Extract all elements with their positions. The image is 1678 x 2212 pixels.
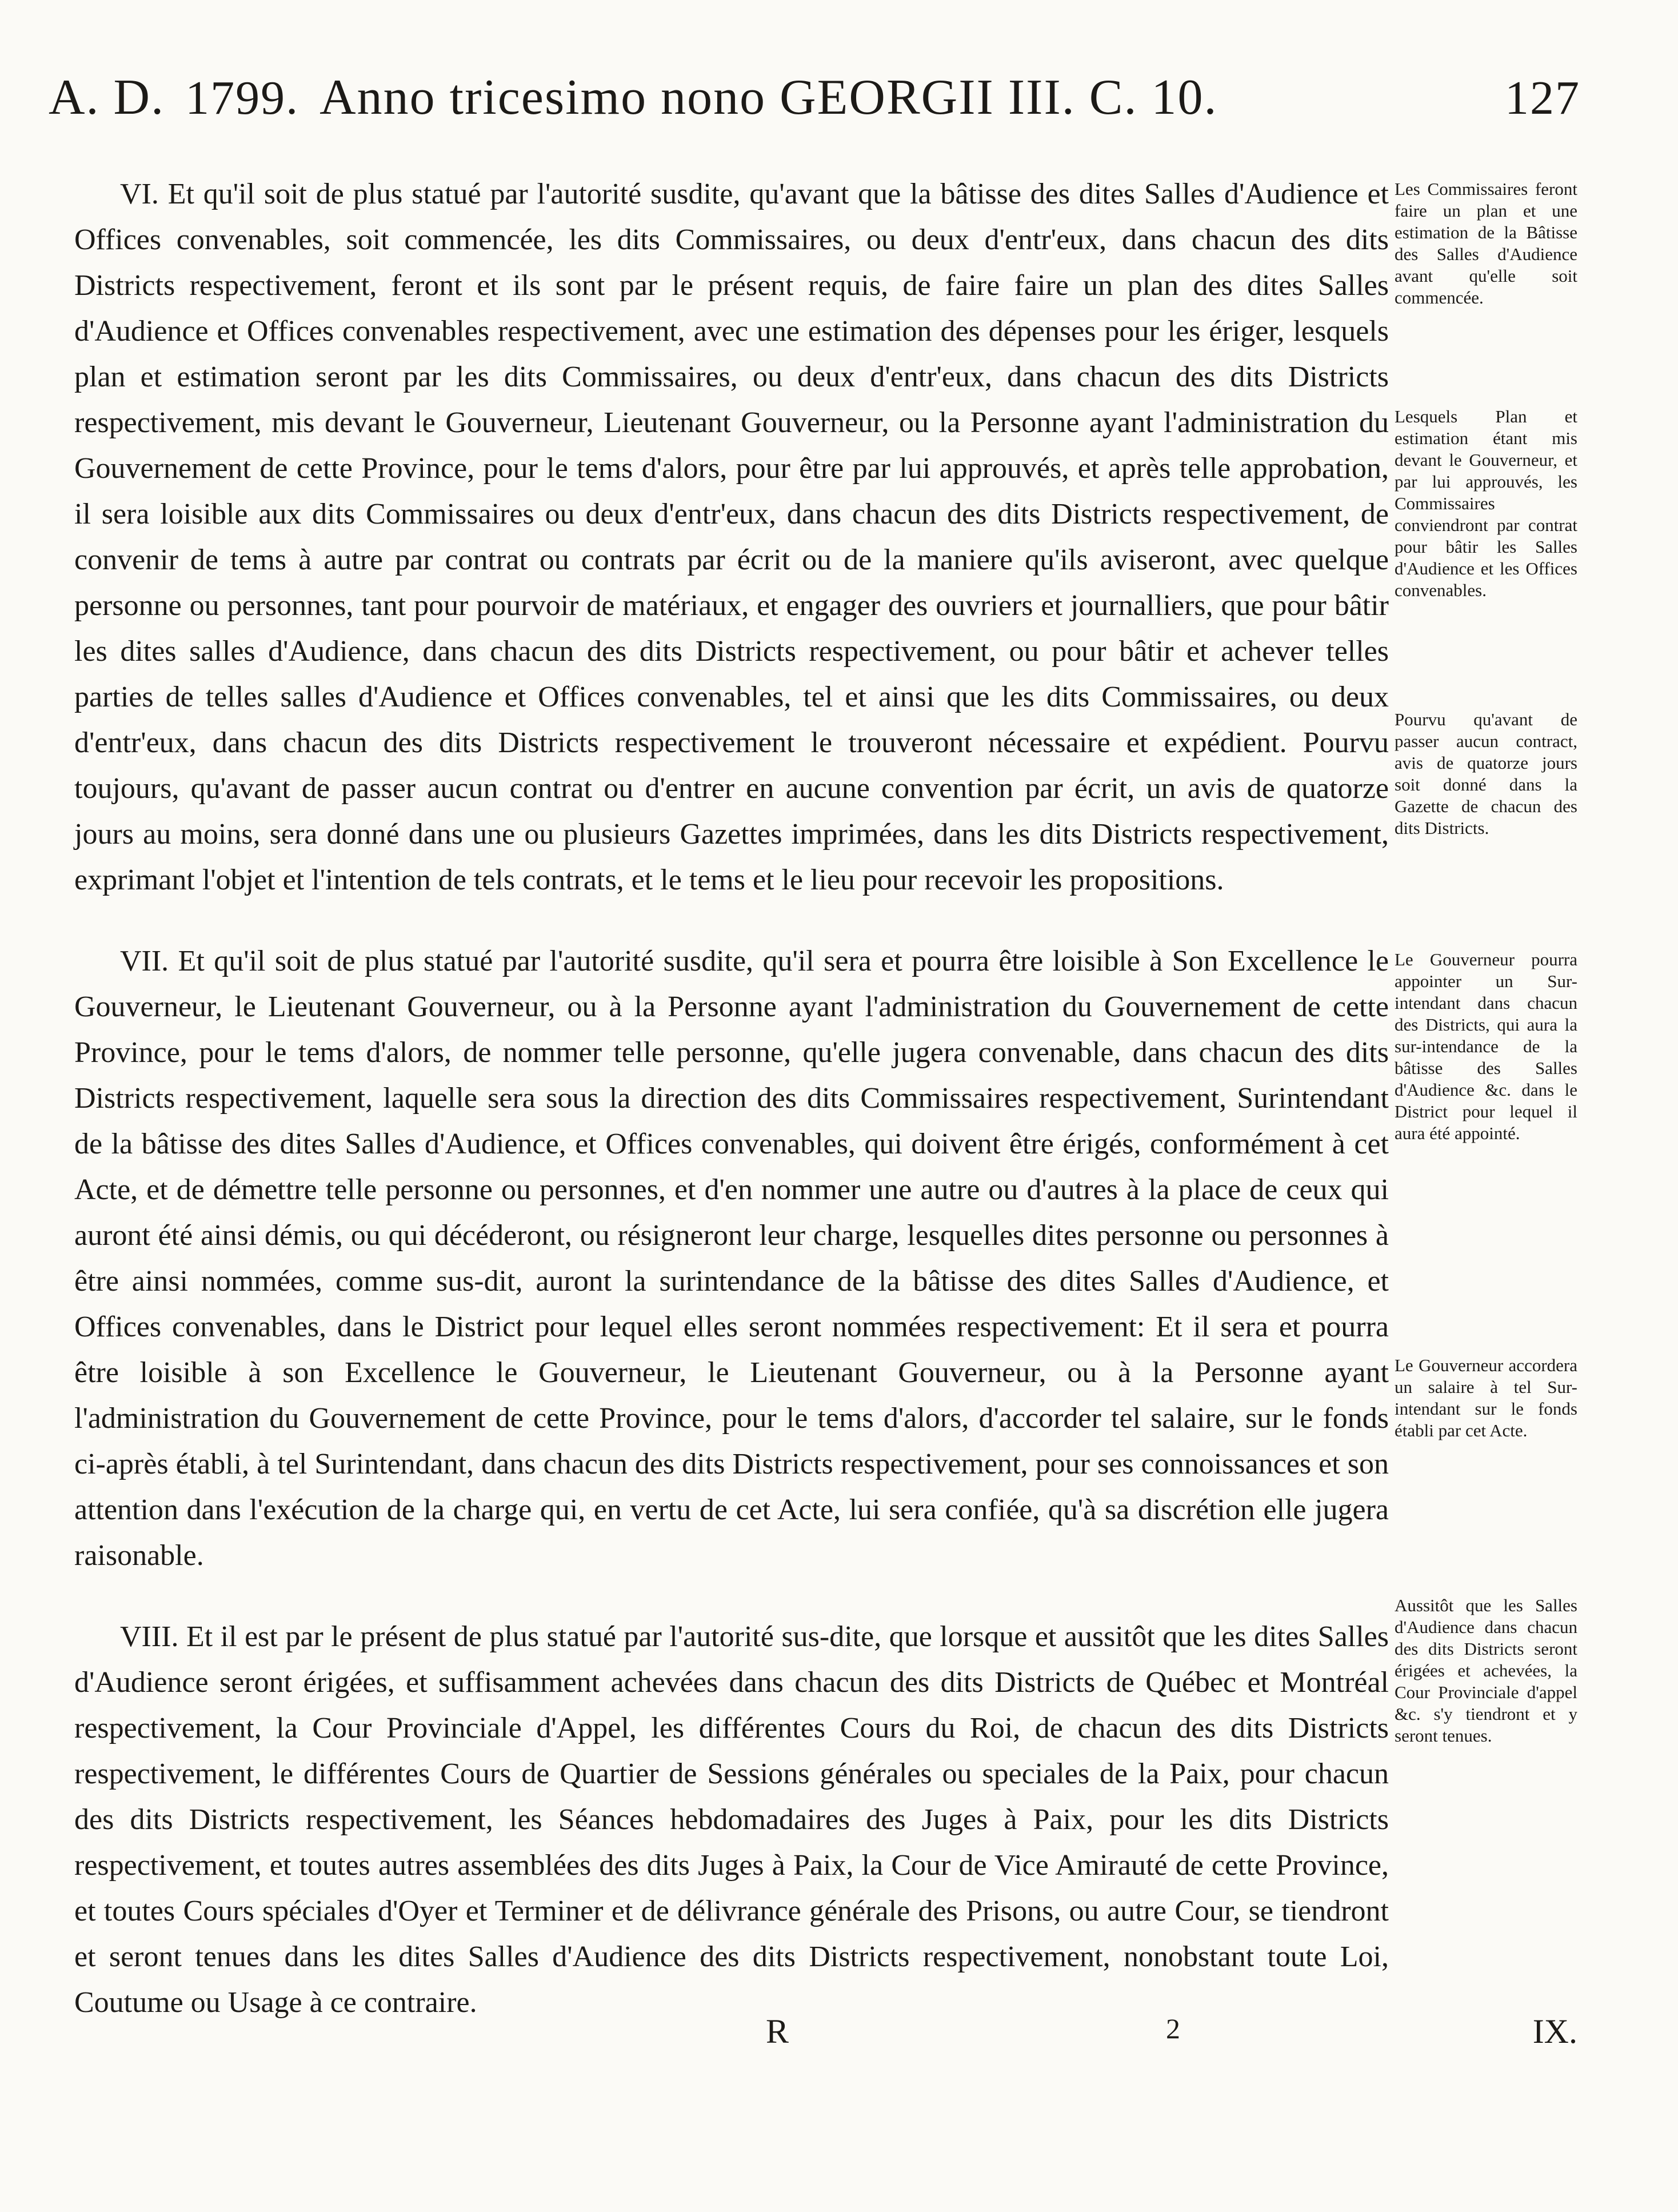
marginal-note: Le Gouverneur accordera un salaire à tel Sur-intendant sur le fonds établi par cet Acte. (1395, 1355, 1577, 1440)
header-year: 1799. (185, 71, 299, 125)
section-vi: VI. Et qu'il soit de plus statué par l'autorité susdite, qu'avant que la bâtisse des dites Salles d'Audience et Offices convenables, soit commencée, les dits Commissaires, ou deux d'entr'eux, dans chacun des dits Districts respectivement, feront et ils sont par le présent requis, de faire faire un plan des dites Salles d'Audience et Offices convenables respectivement, avec une estimation des dépenses pour les ériger, lesquels plan et estimation seront par les dits Commissaires, ou deux d'entr'eux, dans chacun des dits Districts respectivement, mis devant le Gouverneur, Lieutenant Gouverneur, ou la Personne ayant l'administration du Gouvernement de cette Province, pour le tems d'alors, pour être par lui approuvés, et après telle approbation, il sera loisible aux dits Commissaires ou deux d'entr'eux, dans chacun des dits Districts respectivement, de convenir de tems à autre par contrat ou contrats par écrit ou de la maniere qu'ils aviseront, avec quelque personne ou personnes, tant pour pourvoir de matériaux, et engager des ouvriers et journalliers, que pour bâtir les dites salles d'Audience, dans chacun des dits Districts respectivement, ou pour bâtir et achever telles parties de telles salles d'Audience et Offices convenables, tel et ainsi que les dits Commissaires, ou deux d'entr'eux, dans chacun des dits Districts respectivement le trouveront nécessaire et expédient. Pourvu toujours, qu'avant de passer aucun contrat ou d'entrer en aucune convention par écrit, un avis de quatorze jours au moins, sera donné dans une ou plusieurs Gazettes imprimées, dans les dits Districts respectivement, exprimant l'objet et l'intention de tels contrats, et le tems et le lieu pour recevoir les propositions. (74, 178, 1389, 896)
header-left (49, 69, 1217, 126)
running-header (49, 69, 1580, 154)
header-ad: A. D. (49, 70, 165, 125)
marginal-note: Le Gouverneur pourra appointer un Sur-intendant dans chacun des Districts, qui aura la sur-intendance de la bâtisse des Salles d'Audience &c. dans le District pour lequel il aura été appointé. (1395, 949, 1577, 1143)
section-viii: VIII. Et il est par le présent de plus statué par l'autorité sus-dite, que lorsque et aussitôt que les dites Salles d'Audience seront érigées, et suffisamment achevées dans chacun des dits Districts de Québec et Montréal respectivement, la Cour Provinciale d'Appel, les différentes Cours du Roi, de chacun des dits Districts respectivement, le différentes Cours de Quartier de Sessions générales ou speciales de la Paix, pour chacun des dits Districts respectivement, les Séances hebdomadaires des Juges à Paix, pour les dits Districts respectivement, et toutes autres assemblées des dits Juges à Paix, la Cour de Vice Amirauté de cette Province, et toutes Cours spéciales d'Oyer et Terminer et de délivrance générale des Prisons, ou autre Cour, se tiendront et seront tenues dans les dites Salles d'Audience des dits Districts respectivement, nonobstant toute Loi, Coutume ou Usage à ce contraire. (74, 1620, 1389, 2019)
marginal-note: Aussitôt que les Salles d'Audience dans chacun des dits Districts seront érigées et achevées, la Cour Provinciale d'appel &c. s'y tiendront et y seront tenues. (1395, 1595, 1577, 1746)
page-footer (74, 2012, 1577, 2069)
header-title: Anno tricesimo nono GEORGII III. C. 10. (319, 70, 1218, 125)
main-text-column (74, 171, 1389, 2061)
signature-number: 2 (1166, 2013, 1180, 2045)
marginal-note: Lesquels Plan et estimation étant mis devant le Gouverneur, et par lui approuvés, les Commissaires conviendront par contrat pour bâtir les Salles d'Audience et les Offices convenables. (1395, 406, 1577, 600)
marginal-note: Les Commissaires feront faire un plan et une estimation de la Bâtisse des Salles d'Audience avant qu'elle soit commencée. (1395, 179, 1577, 308)
marginal-note: Pourvu qu'avant de passer aucun contract, avis de quatorze jours soit donné dans la Gazette de chacun des dits Districts. (1395, 709, 1577, 838)
signature-mark: R (766, 2013, 789, 2050)
catchword: IX. (1532, 2013, 1577, 2050)
page-number: 127 (1505, 71, 1580, 125)
section-vii: VII. Et qu'il soit de plus statué par l'autorité susdite, qu'il sera et pourra être loisible à Son Excellence le Gouverneur, le Lieutenant Gouverneur, ou à la Personne ayant l'administration du Gouvernement de cette Province, pour le tems d'alors, de nommer telle personne, qu'elle jugera convenable, dans chacun des dits Districts respectivement, laquelle sera sous la direction des dits Commissaires respectivement, Surintendant de la bâtisse des dites Salles d'Audience, et Offices convenables, qui doivent être érigés, conformément à cet Acte, et de démettre telle personne ou personnes, et d'en nommer une autre ou d'autres à la place de ceux qui auront été ainsi démis, ou qui décéderont, ou résigneront leur charge, lesquelles dites personne ou personnes à être ainsi nommées, comme sus-dit, auront la surintendance de la bâtisse des dites Salles d'Audience, et Offices convenables, dans le District pour lequel elles seront nommées respectivement: Et il sera et pourra être loisible à son Excellence le Gouverneur, le Lieutenant Gouverneur, ou à la Personne ayant l'administration du Gouvernement de cette Province, pour le tems d'alors, d'accorder tel salaire, sur le fonds ci-après établi, à tel Surintendant, dans chacun des dits Districts respectivement, pour ses connoissances et son attention dans l'exécution de la charge qui, en vertu de cet Acte, lui sera confiée, qu'à sa discrétion elle jugera raisonable. (74, 945, 1389, 1572)
